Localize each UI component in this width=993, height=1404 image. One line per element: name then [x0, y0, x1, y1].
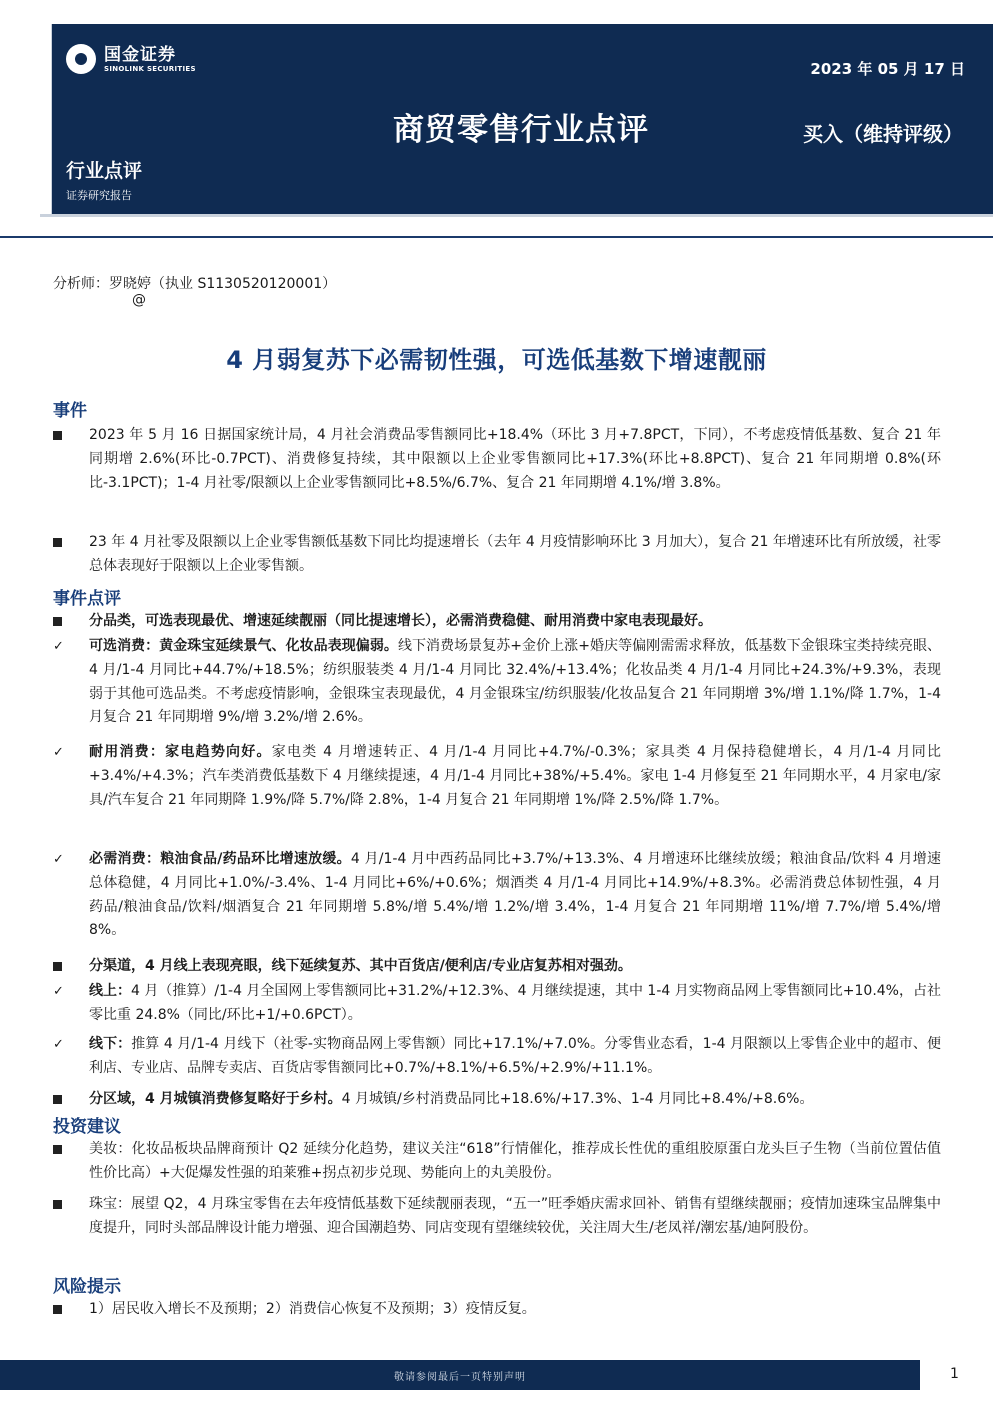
commentary-paragraph: 分渠道，4 月线上表现亮眼，线下延续复苏、其中百货店/便利店/专业店复苏相对强劲。	[53, 955, 941, 979]
investment-paragraph: 美妆：化妆品板块品牌商预计 Q2 延续分化趋势，建议关注“618”行情催化，推荐成长性优的重组胶原蛋白龙头巨子生物（当前位置估值性价比高）+大促爆发性强的珀莱雅+拐点初步兑现、势能向上的丸美股份。	[53, 1138, 941, 1186]
commentary-paragraph: 分区域，4 月城镇消费修复略好于乡村。4 月城镇/乡村消费品同比+18.6%/+17.3%、1-4 月同比+8.4%/+8.6%。	[53, 1088, 941, 1112]
bullet-square-icon	[53, 1138, 83, 1163]
header-accent-line	[40, 214, 993, 217]
investment-paragraph: 珠宝：展望 Q2，4 月珠宝零售在去年疫情低基数下延续靓丽表现，“五一”旺季婚庆需求回补、销售有望继续靓丽；疫情加速珠宝品牌集中度提升，同时头部品牌设计能力增强、迎合国潮趋势、同店变现有望继续较优，关注周大生/老凤祥/潮宏基/迪阿股份。	[53, 1193, 941, 1241]
bullet-square-icon	[53, 1298, 83, 1323]
report-subtype: 证券研究报告	[66, 189, 132, 202]
commentary-paragraph: ✓ 线上：4 月（推算）/1-4 月全国网上零售额同比+31.2%/+12.3%、4 月继续提速，其中 1-4 月实物商品网上零售额同比+10.4%，占社零比重 24.8%（同比/环比+1/+0.6PCT）。	[53, 980, 941, 1028]
analyst-info: 分析师：罗晓婷（执业 S1130520120001）	[53, 276, 337, 292]
bullet-square-icon	[53, 610, 83, 635]
commentary-paragraph: ✓ 线下：推算 4 月/1-4 月线下（社零-实物商品网上零售额）同比+17.1%/+7.0%。分零售业态看，1-4 月限额以上零售企业中的超市、便利店、专业店、品牌专卖店、百货店零售额同比+0.7%/+8.1%/+6.5%/+2.9%/+11.1%。	[53, 1033, 941, 1081]
event-paragraph: 23 年 4 月社零及限额以上企业零售额低基数下同比均提速增长（去年 4 月疫情影响环比 3 月加大），复合 21 年增速环比有所放缓，社零总体表现好于限额以上企业零售额。	[53, 531, 941, 579]
analyst-email[interactable]: @	[132, 292, 146, 308]
report-date: 2023 年 05 月 17 日	[810, 60, 965, 78]
risk-paragraph: 1）居民收入增长不及预期；2）消费信心恢复不及预期；3）疫情反复。	[53, 1298, 941, 1322]
checkmark-icon: ✓	[53, 852, 64, 867]
header-divider	[0, 236, 993, 238]
logo-name-cn: 国金证券	[104, 44, 176, 65]
checkmark-icon: ✓	[53, 984, 64, 999]
bullet-square-icon	[53, 424, 83, 449]
checkmark-icon: ✓	[53, 745, 64, 760]
commentary-paragraph: ✓ 耐用消费：家电趋势向好。家电类 4 月增速转正、4 月/1-4 月同比+4.7%/-0.3%；家具类 4 月保持稳健增长，4 月/1-4 月同比+3.4%/+4.3%；汽车类消费低基数下 4 月继续提速，4 月/1-4 月同比+38%/+5.4%。家电 1-4 月修复至 21 年同期水平，4 月家电/家具/汽车复合 21 年同期降 1.9%/降 5.7%/降 2.8%，1-4 月复合 21 年同期增 1%/降 2.5%/降 1.7%。	[53, 741, 941, 812]
logo-name-en: SINOLINK SECURITIES	[104, 64, 196, 73]
logo-icon	[66, 44, 96, 74]
section-heading-event: 事件	[53, 401, 87, 421]
event-paragraph: 2023 年 5 月 16 日据国家统计局，4 月社会消费品零售额同比+18.4%（环比 3 月+7.8PCT，下同），不考虑疫情低基数、复合 21 年同期增 2.6%(环比-0.7PCT)、消费修复持续，其中限额以上企业零售额同比+17.3%(环比+8.8PCT)、复合 21 年同期增 0.8%(环比-3.1PCT)；1-4 月社零/限额以上企业零售额同比+8.5%/6.7%、复合 21 年同期增 4.1%/增 3.8%。	[53, 424, 941, 495]
commentary-paragraph: 分品类，可选表现最优、增速延续靓丽（同比提速增长），必需消费稳健、耐用消费中家电表现最好。	[53, 610, 941, 634]
checkmark-icon: ✓	[53, 639, 64, 654]
report-title: 商贸零售行业点评	[393, 112, 649, 148]
commentary-paragraph: ✓ 必需消费：粮油食品/药品环比增速放缓。4 月/1-4 月中西药品同比+3.7%/+13.3%、4 月增速环比继续放缓；粮油食品/饮料 4 月增速总体稳健，4 月同比+1.0%/-3.4%、1-4 月同比+6%/+0.6%；烟酒类 4 月/1-4 月同比+14.9%/+8.3%。必需消费总体韧性强，4 月药品/粮油食品/饮料/烟酒复合 21 年同期增 5.8%/增 5.4%/增 1.2%/增 3.4%，1-4 月复合 21 年同期增 11%/增 7.7%/增 5.4%/增 8%。	[53, 848, 941, 943]
rating-label: 买入（维持评级）	[803, 122, 963, 146]
page-number: 1	[950, 1366, 959, 1382]
bullet-square-icon	[53, 1088, 83, 1113]
bullet-square-icon	[53, 955, 83, 980]
section-heading-risk: 风险提示	[53, 1277, 121, 1297]
section-heading-investment: 投资建议	[53, 1117, 121, 1137]
section-heading-commentary: 事件点评	[53, 589, 121, 609]
checkmark-icon: ✓	[53, 1037, 64, 1052]
bullet-square-icon	[53, 1193, 83, 1218]
company-logo	[66, 44, 196, 74]
main-headline: 4 月弱复苏下必需韧性强，可选低基数下增速靓丽	[226, 346, 767, 374]
commentary-paragraph: ✓ 可选消费：黄金珠宝延续景气、化妆品表现偏弱。线下消费场景复苏+金价上涨+婚庆等偏刚需需求释放，低基数下金银珠宝类持续亮眼、4 月/1-4 月同比+44.7%/+18.5%；纺织服装类 4 月/1-4 月同比 32.4%/+13.4%；化妆品类 4 月/1-4 月同比+24.3%/+9.3%，表现弱于其他可选品类。不考虑疫情影响，金银珠宝表现最优，4 月金银珠宝/纺织服装/化妆品复合 21 年同期增 3%/增 1.1%/降 1.7%，1-4 月复合 21 年同期增 9%/增 3.2%/增 2.6%。	[53, 635, 941, 730]
header-notch	[40, 24, 52, 214]
report-type: 行业点评	[66, 160, 143, 182]
bullet-square-icon	[53, 531, 83, 556]
disclaimer-note: 敬请参阅最后一页特别声明	[394, 1372, 526, 1383]
